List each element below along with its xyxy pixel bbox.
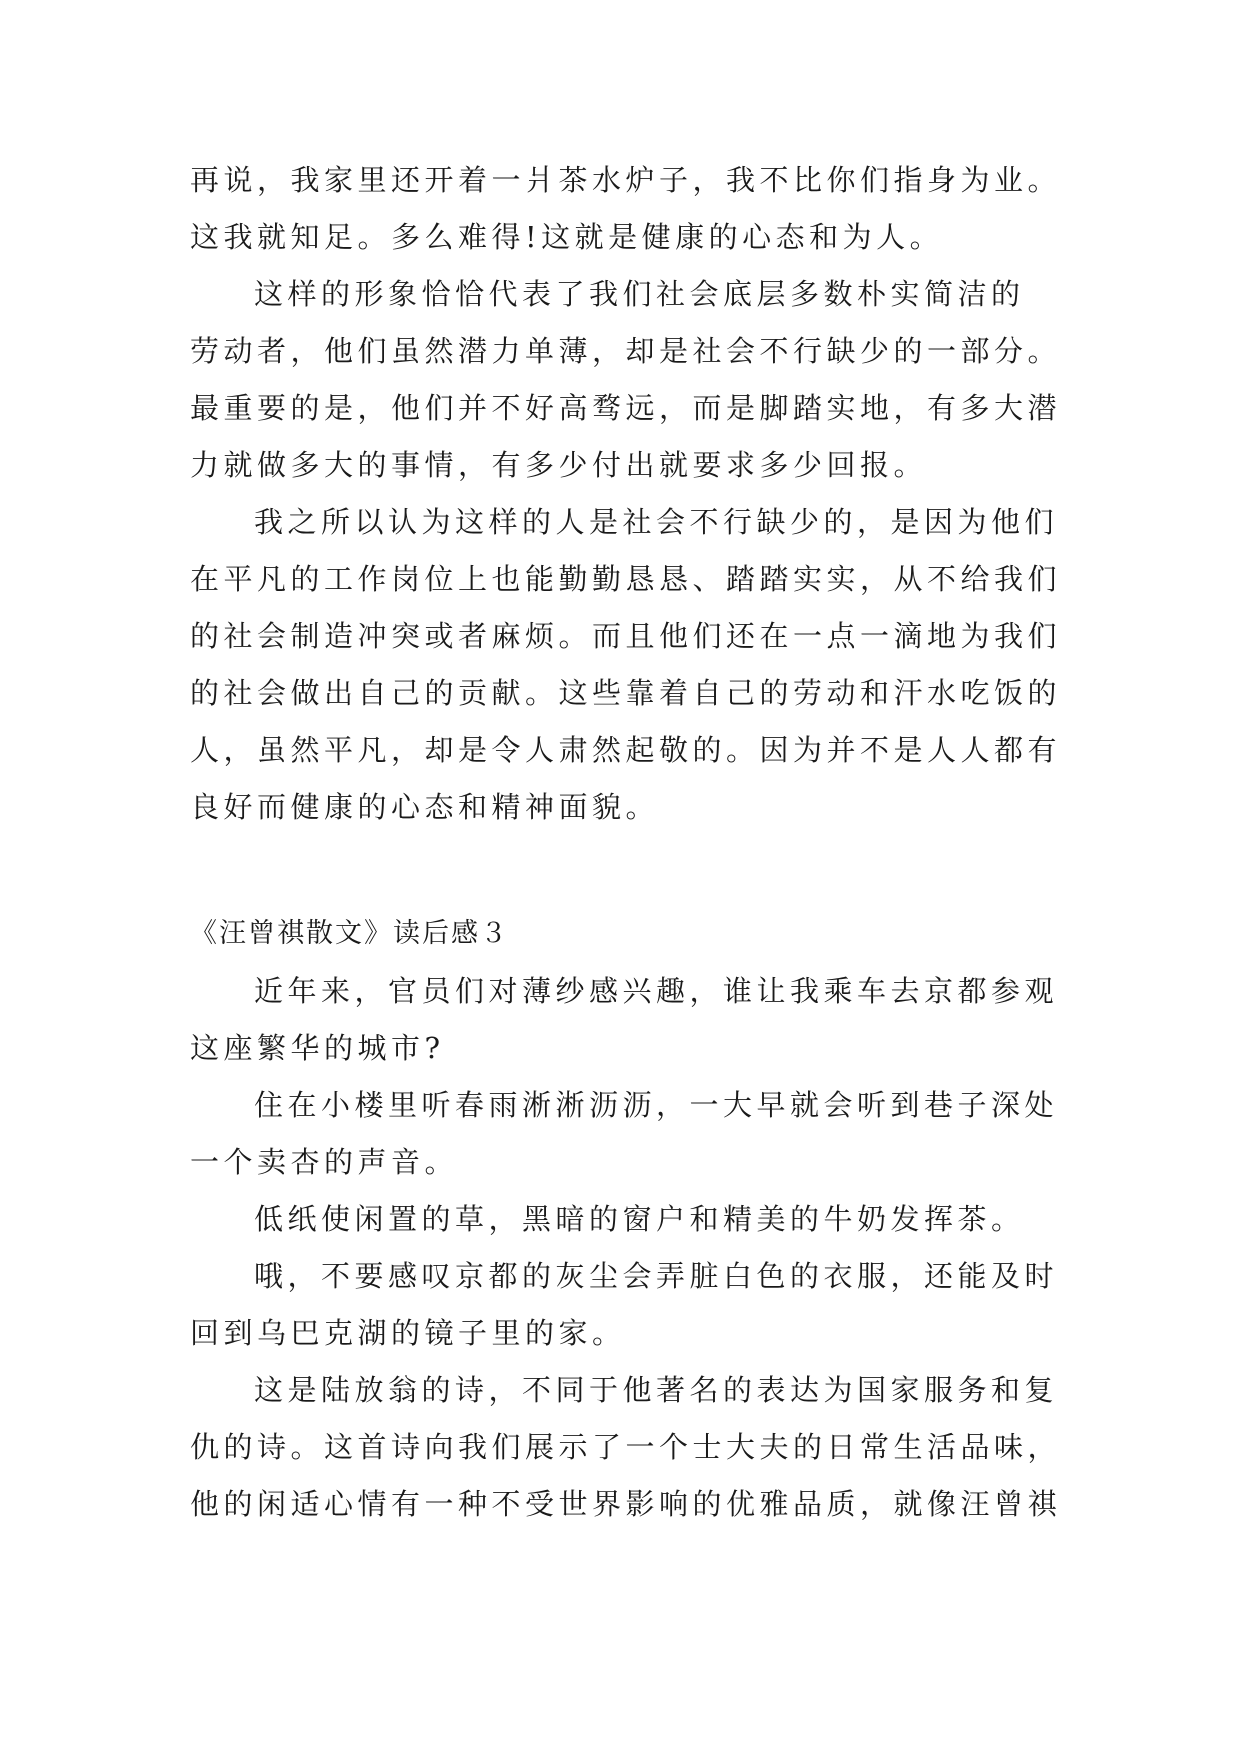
text-line: 劳动者，他们虽然潜力单薄，却是社会不行缺少的一部分。 — [190, 334, 1062, 368]
paragraph-first-line: 这是陆放翁的诗，不同于他著名的表达为国家服务和复 — [254, 1373, 1059, 1407]
paragraph-first-line: 住在小楼里听春雨淅淅沥沥，一大早就会听到巷子深处 — [254, 1088, 1059, 1122]
text-line: 的社会制造冲突或者麻烦。而且他们还在一点一滴地为我们 — [190, 619, 1062, 653]
text-line: 一个卖杏的声音。 — [190, 1145, 459, 1179]
section-title: 《汪曾祺散文》读后感３ — [190, 918, 509, 949]
text-line: 这我就知足。多么难得!这就是健康的心态和为人。 — [190, 220, 944, 254]
paragraph-first-line: 这样的形象恰恰代表了我们社会底层多数朴实简洁的 — [254, 277, 1025, 311]
text-line: 再说，我家里还开着一爿茶水炉子，我不比你们指身为业。 — [190, 163, 1062, 197]
text-line: 回到乌巴克湖的镜子里的家。 — [190, 1316, 626, 1350]
paragraph-first-line: 哦，不要感叹京都的灰尘会弄脏白色的衣服，还能及时 — [254, 1259, 1059, 1293]
text-line: 最重要的是，他们并不好高骛远，而是脚踏实地，有多大潜 — [190, 391, 1062, 425]
text-line: 力就做多大的事情，有多少付出就要求多少回报。 — [190, 448, 928, 482]
paragraph-first-line: 低纸使闲置的草，黑暗的窗户和精美的牛奶发挥茶。 — [254, 1202, 1025, 1236]
text-line: 仇的诗。这首诗向我们展示了一个士大夫的日常生活品味， — [190, 1430, 1062, 1464]
text-line: 他的闲适心情有一种不受世界影响的优雅品质，就像汪曾祺 — [190, 1487, 1062, 1521]
text-line: 这座繁华的城市? — [190, 1031, 445, 1065]
paragraph-first-line: 我之所以认为这样的人是社会不行缺少的，是因为他们 — [254, 505, 1059, 539]
text-line: 的社会做出自己的贡献。这些靠着自己的劳动和汗水吃饭的 — [190, 676, 1062, 710]
text-line: 在平凡的工作岗位上也能勤勤恳恳、踏踏实实，从不给我们 — [190, 562, 1062, 596]
paragraph-first-line: 近年来，官员们对薄纱感兴趣，谁让我乘车去京都参观 — [254, 974, 1059, 1008]
text-line: 良好而健康的心态和精神面貌。 — [190, 790, 660, 824]
text-line: 人，虽然平凡，却是令人肃然起敬的。因为并不是人人都有 — [190, 733, 1062, 767]
